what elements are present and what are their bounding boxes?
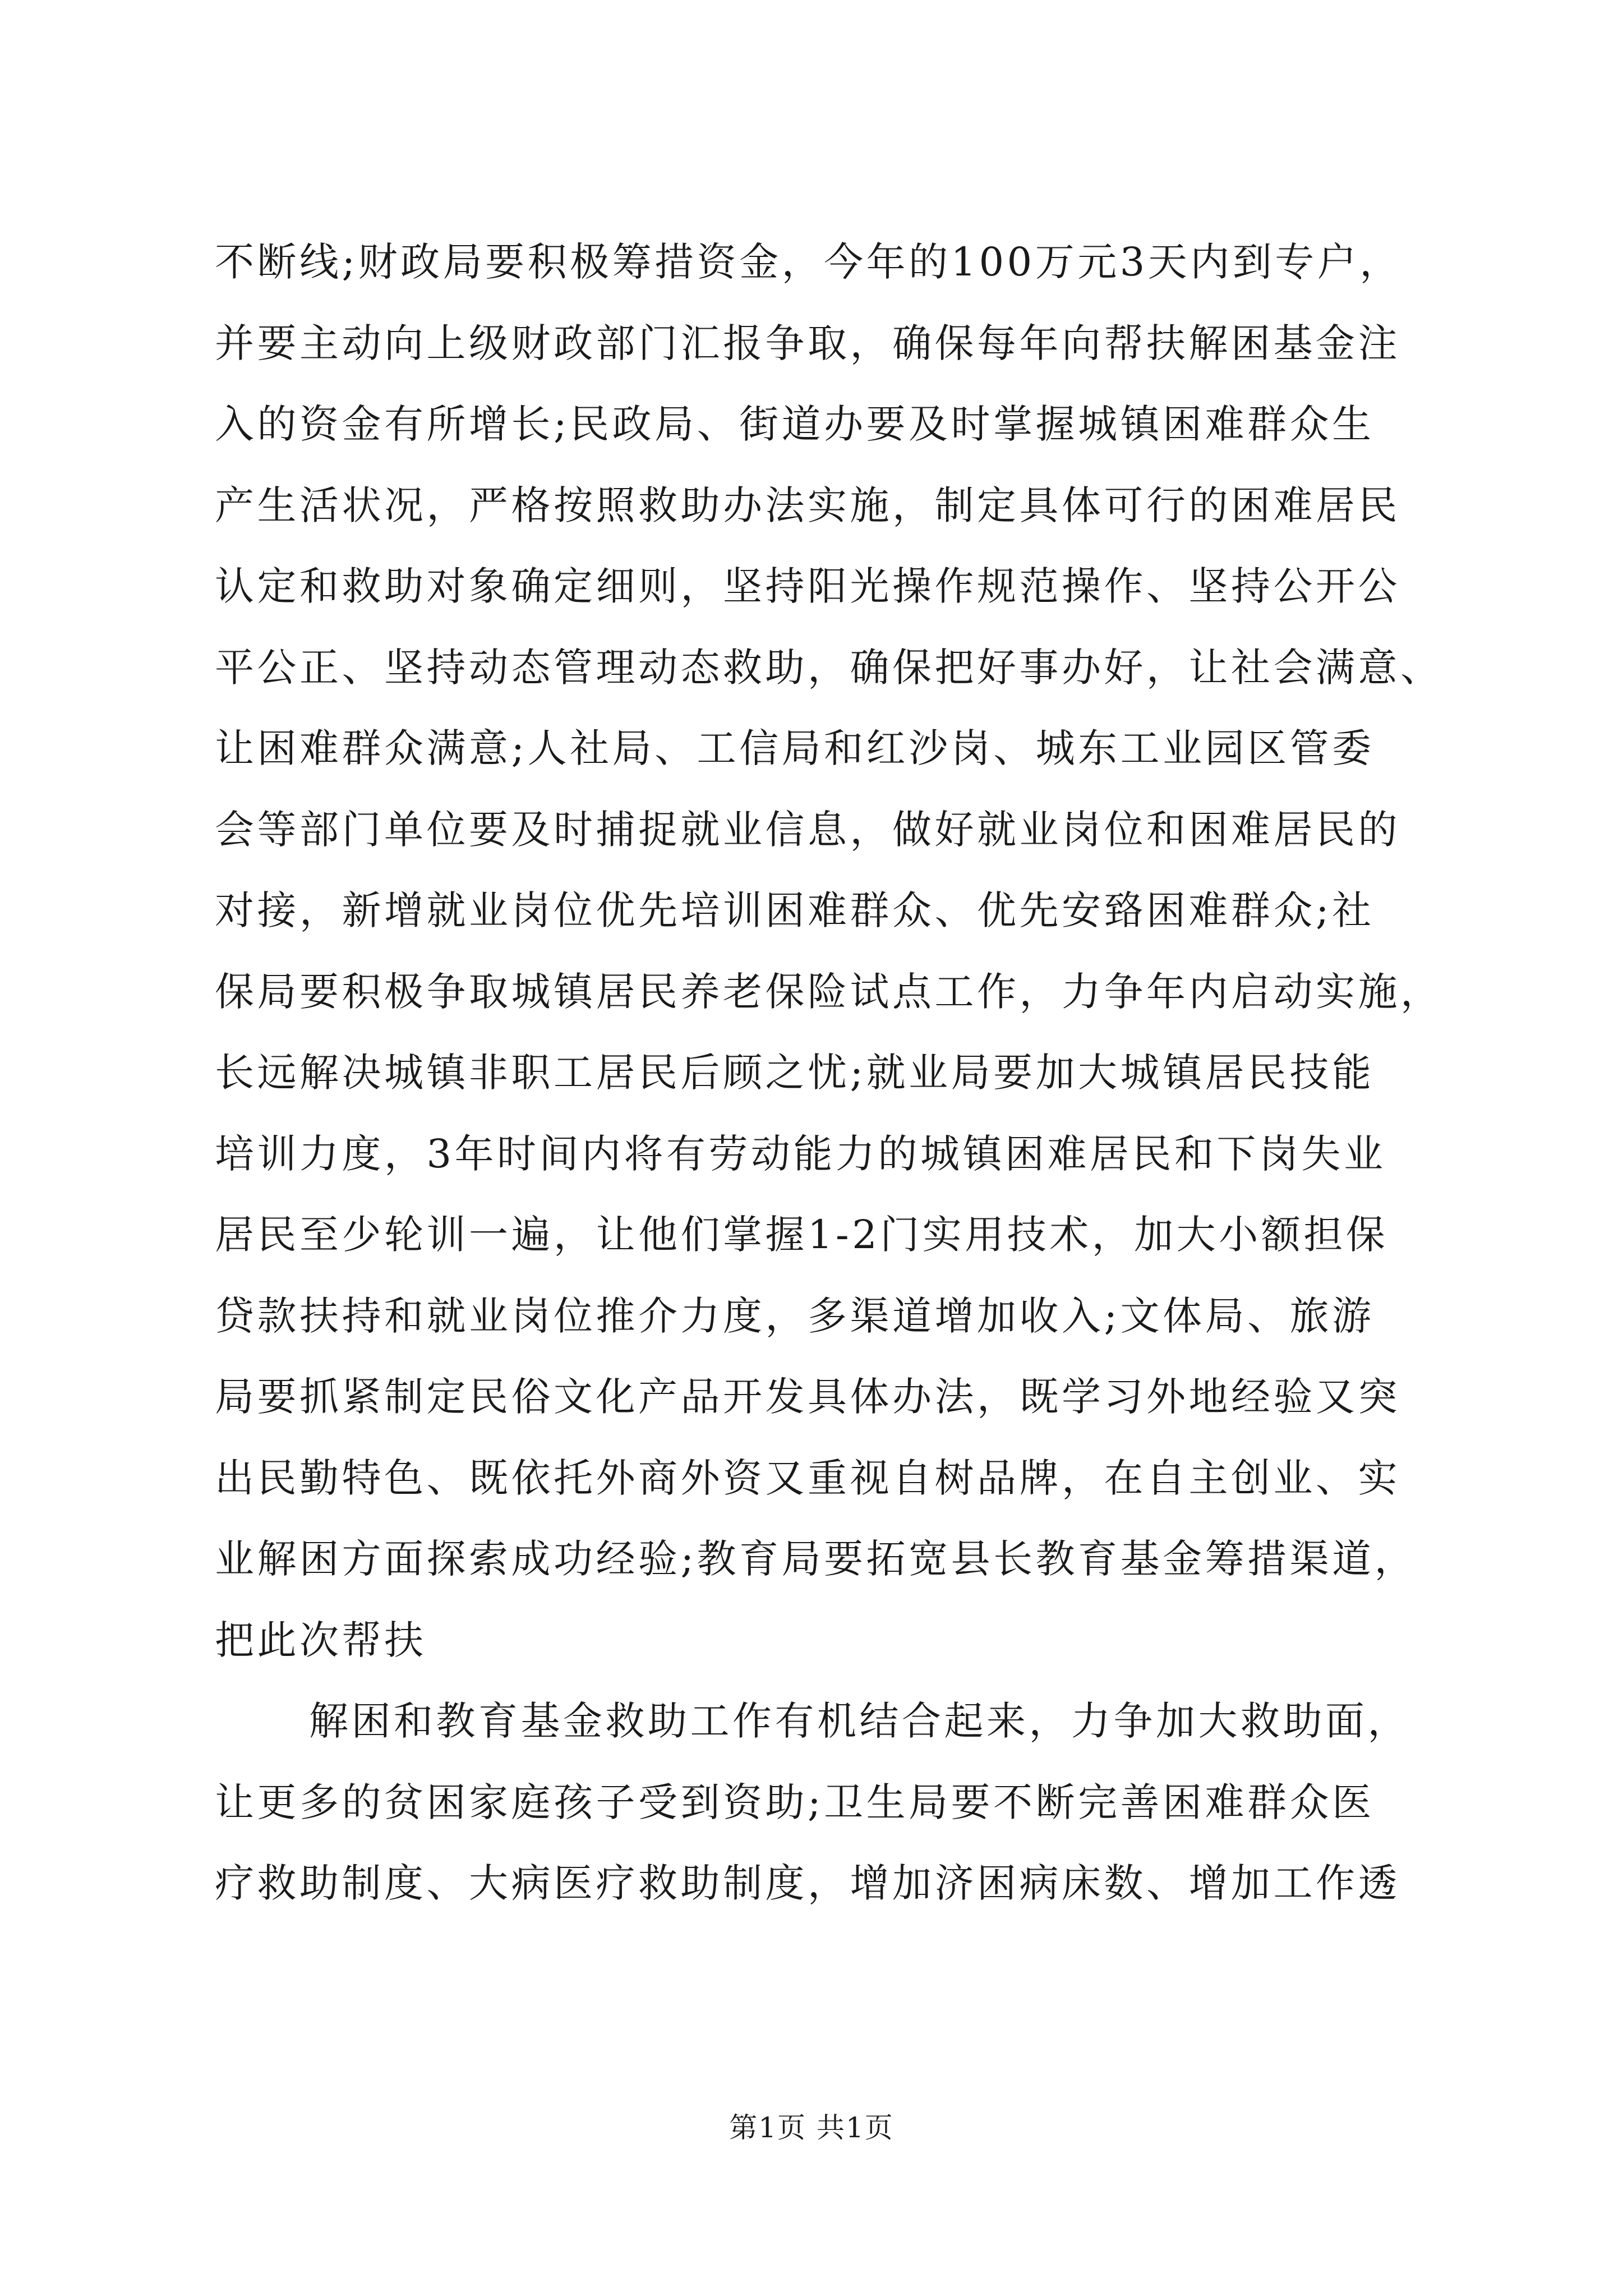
text-line: 居民至少轮训一遍，让他们掌握1-2门实用技术，加大小额担保	[215, 1212, 1389, 1258]
text-line: 贷款扶持和就业岗位推介力度，多渠道增加收入;文体局、旅游	[215, 1292, 1375, 1339]
text-line: 认定和救助对象确定细则，坚持阳光操作规范操作、坚持公开公	[215, 563, 1400, 609]
text-line: 对接，新增就业岗位优先培训困难群众、优先安臵困难群众;社	[215, 887, 1375, 933]
text-line: 疗救助制度、大病医疗救助制度，增加济困病床数、增加工作透	[215, 1860, 1400, 1906]
text-line: 平公正、坚持动态管理动态救助，确保把好事办好，让社会满意、	[215, 644, 1443, 691]
text-line: 局要抓紧制定民俗文化产品开发具体办法，既学习外地经验又突	[215, 1374, 1400, 1420]
document-body	[215, 222, 1443, 1924]
text-line: 出民勤特色、既依托外商外资又重视自树品牌，在自主创业、实	[215, 1455, 1400, 1501]
text-line: 解困和教育基金救助工作有机结合起来，力争加大救助面，	[309, 1698, 1410, 1744]
text-line: 让困难群众满意;人社局、工信局和红沙岗、城东工业园区管委	[215, 725, 1375, 771]
text-line: 并要主动向上级财政部门汇报争取，确保每年向帮扶解困基金注	[215, 320, 1400, 366]
text-line: 把此次帮扶	[215, 1617, 427, 1663]
paragraph-2	[215, 1681, 1409, 1924]
text-line: 产生活状况，严格按照救助办法实施，制定具体可行的困难居民	[215, 482, 1400, 528]
text-line: 业解困方面探索成功经验;教育局要拓宽县长教育基金筹措渠道，	[215, 1536, 1417, 1582]
text-line: 保局要积极争取城镇居民养老保险试点工作，力争年内启动实施，	[215, 968, 1443, 1015]
text-line: 不断线;财政局要积极筹措资金，今年的100万元3天内到专户，	[215, 239, 1402, 285]
paragraph-1	[215, 222, 1443, 1681]
page-footer: 第1页 共1页	[729, 2111, 894, 2144]
text-line: 会等部门单位要及时捕捉就业信息，做好就业岗位和困难居民的	[215, 806, 1400, 853]
text-line: 培训力度，3年时间内将有劳动能力的城镇困难居民和下岗失业	[215, 1130, 1386, 1177]
text-line: 让更多的贫困家庭孩子受到资助;卫生局要不断完善困难群众医	[215, 1779, 1375, 1825]
text-line: 长远解决城镇非职工居民后顾之忧;就业局要加大城镇居民技能	[215, 1050, 1375, 1096]
text-line: 入的资金有所增长;民政局、街道办要及时掌握城镇困难群众生	[215, 401, 1375, 447]
